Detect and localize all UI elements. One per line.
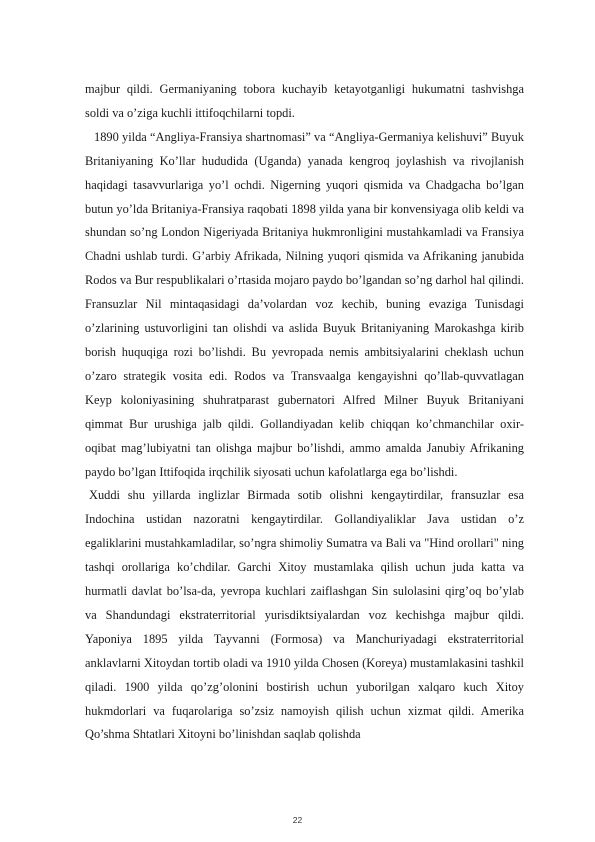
paragraph-1: majbur qildi. Germaniyaning tobora kuchayib ketayotganligi hukumatni tashvishga soldi va o’ziga kuchli ittifoqchilarni topdi. [85, 82, 524, 120]
paragraph-3: Xuddi shu yillarda inglizlar Birmada sotib olishni kengaytirdilar, fransuzlar esa Indochina ustidan nazoratni kengaytirdilar. Gollandiyaliklar Java ustidan o’z egaliklarini mustahkamladilar, so’ngra shimoliy Sumatra va Bali va "Hind orollari" ning tashqi orollariga ko’chdilar. Garchi Xitoy mustamlaka qilish uchun juda katta va hurmatli davlat bo’lsa-da, yevropa kuchlari zaiflashgan Sin sulolasini qirg’oq bo’ylab va Shandundagi ekstraterritorial yurisdiktsiyalardan voz kechishga majbur qildi. Yaponiya 1895 yilda Tayvanni (Formosa) va Manchuriyadagi ekstraterritorial anklavlarni Xitoydan tortib oladi va 1910 yilda Chosen (Koreya) mustamlakasini tashkil qiladi. 1900 yilda qo’zg’olonini bostirish uchun yuborilgan xalqaro kuch Xitoy hukmdorlari va fuqarolariga so’zsiz namoyish qilish uchun xizmat qildi. Amerika Qo’shma Shtatlari Xitoyni bo’linishdan saqlab qolishda [85, 488, 524, 742]
body-text [85, 78, 524, 747]
page-number: 22 [292, 815, 303, 825]
paragraph-2: 1890 yilda “Angliya-Fransiya shartnomasi” va “Angliya-Germaniya kelishuvi” Buyuk Britaniyaning Ko’llar hududida (Uganda) yanada kengroq joylashish va rivojlanish haqidagi tasavvurlariga yo’l ochdi. Nigerning yuqori qismida va Chadgacha bo’lgan butun yo’lda Britaniya-Fransiya raqobati 1898 yilda yana bir konvensiyaga olib keldi va shundan so’ng London Nigeriyada Britaniya hukmronligini mustahkamladi va Fransiya Chadni ushlab turdi. G’arbiy Afrikada, Nilning yuqori qismida va Afrikaning janubida Rodos va Bur respublikalari o’rtasida mojaro paydo bo’lgandan so’ng darhol hal qilindi. Fransuzlar Nil mintaqasidagi da’volardan voz kechib, buning evaziga Tunisdagi o’zlarining ustuvorligini tan olishdi va aslida Buyuk Britaniyaning Marokashga kirib borish huquqiga rozi bo’lishdi. Bu yevropada nemis ambitsiyalarini cheklash uchun o’zaro strategik vosita edi. Rodos va Transvaalga kengayishni qo’llab-quvvatlagan Keyp koloniyasining shuhratparast gubernatori Alfred Milner Buyuk Britaniyani qimmat Bur urushiga jalb qildi. Gollandiyadan kelib chiqqan ko’chmanchilar oxir-oqibat mag’lubiyatni tan olishga majbur bo’lishdi, ammo amalda Janubiy Afrikaning paydo bo’lgan Ittifoqida irqchilik siyosati uchun kafolatlarga ega bo’lishdi. [85, 129, 524, 479]
